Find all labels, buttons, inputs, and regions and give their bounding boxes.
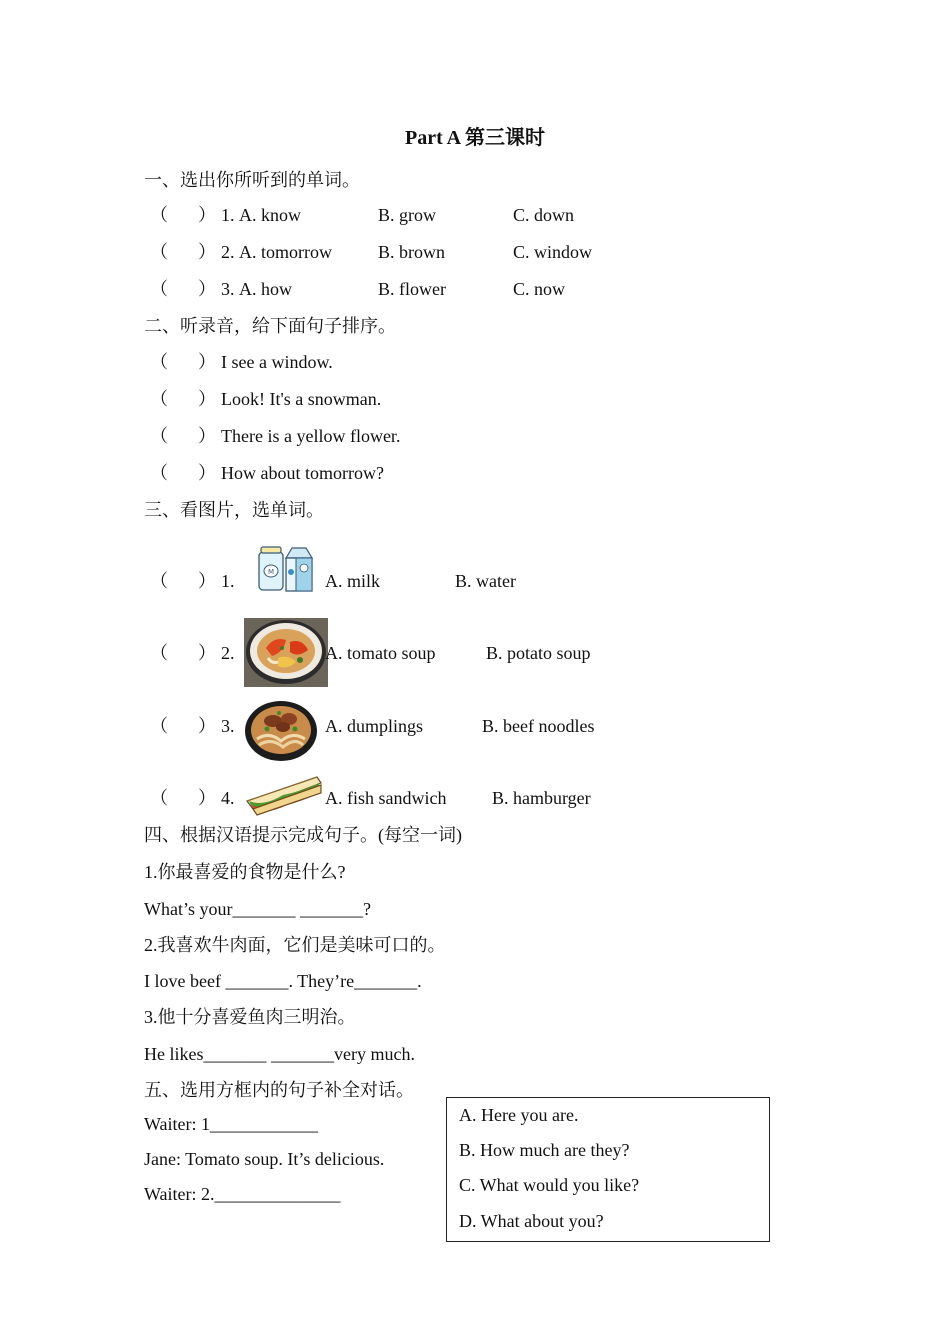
answer-bracket-close: ） (198, 352, 216, 372)
answer-bracket-close: ） (198, 389, 216, 409)
item-number: 2. (221, 242, 235, 262)
option-b: B. hamburger (492, 788, 591, 808)
answer-bracket-close: ） (198, 205, 216, 225)
item-number: 4. (221, 788, 235, 808)
option-b: B. flower (378, 279, 446, 299)
option-a: A. tomorrow (239, 242, 332, 262)
answer-bracket-close: ） (198, 571, 216, 591)
option-b: B. grow (378, 205, 436, 225)
option-b: B. potato soup (486, 643, 591, 663)
option-a: A. milk (325, 571, 381, 591)
dialogue-line: Waiter: 1____________ (144, 1114, 319, 1134)
section5-heading: 五、选用方框内的句子补全对话。 (144, 1080, 414, 1100)
option-c: C. down (513, 205, 575, 225)
fill-in-sentence: What’s your_______ _______? (144, 899, 371, 919)
sentence-text: There is a yellow flower. (221, 426, 401, 446)
item-number: 1. (221, 571, 235, 591)
option-b: B. water (455, 571, 516, 591)
section3-heading: 三、看图片，选单词。 (144, 500, 324, 520)
item-number: 2. (221, 643, 235, 663)
sentence-text: I see a window. (221, 352, 333, 372)
answer-bracket-open: （ (150, 788, 168, 808)
answer-bracket-close: ） (198, 716, 216, 736)
option-c: C. now (513, 279, 566, 299)
chinese-prompt: 3.他十分喜爱鱼肉三明治。 (144, 1007, 356, 1027)
svg-text:M: M (267, 568, 275, 576)
option-b: B. beef noodles (482, 716, 595, 736)
answer-bracket-close: ） (198, 788, 216, 808)
fill-in-sentence: I love beef _______. They’re_______. (144, 971, 422, 991)
options-box (446, 1097, 770, 1242)
sentence-text: Look! It's a snowman. (221, 389, 382, 409)
answer-bracket-open: （ (150, 426, 168, 446)
answer-bracket-open: （ (150, 463, 168, 483)
answer-bracket-open: （ (150, 279, 168, 299)
chinese-prompt: 1.你最喜爱的食物是什么? (144, 862, 346, 882)
answer-bracket-open: （ (150, 716, 168, 736)
answer-bracket-close: ） (198, 463, 216, 483)
answer-bracket-close: ） (198, 279, 216, 299)
answer-bracket-open: （ (150, 352, 168, 372)
answer-bracket-close: ） (198, 426, 216, 446)
option-a: A. fish sandwich (325, 788, 447, 808)
option-a: A. tomato soup (325, 643, 436, 663)
dialogue-line: Jane: Tomato soup. It’s delicious. (144, 1149, 385, 1169)
item-number: 3. (221, 716, 235, 736)
page-title: Part A 第三课时 (405, 127, 545, 149)
beef-noodles-photo (243, 695, 319, 765)
sentence-text: How about tomorrow? (221, 463, 384, 483)
answer-bracket-open: （ (150, 205, 168, 225)
option-c: C. window (513, 242, 593, 262)
chinese-prompt: 2.我喜欢牛肉面，它们是美味可口的。 (144, 935, 446, 955)
option-a: A. dumplings (325, 716, 424, 736)
option-sentence: C. What would you like? (459, 1175, 640, 1195)
option-b: B. brown (378, 242, 445, 262)
option-sentence: A. Here you are. (459, 1105, 579, 1125)
option-sentence: D. What about you? (459, 1211, 604, 1231)
option-a: A. how (239, 279, 292, 299)
option-a: A. know (239, 205, 301, 225)
answer-bracket-open: （ (150, 643, 168, 663)
item-number: 1. (221, 205, 235, 225)
option-sentence: B. How much are they? (459, 1140, 630, 1160)
milk-cartons-icon (256, 544, 316, 594)
section1-heading: 一、选出你所听到的单词。 (144, 170, 360, 190)
item-number: 3. (221, 279, 235, 299)
dialogue-line: Waiter: 2.______________ (144, 1184, 341, 1204)
answer-bracket-open: （ (150, 242, 168, 262)
fill-in-sentence: He likes_______ _______very much. (144, 1044, 415, 1064)
section2-heading: 二、听录音，给下面句子排序。 (144, 316, 396, 336)
answer-bracket-open: （ (150, 389, 168, 409)
sandwich-icon (243, 771, 325, 817)
answer-bracket-close: ） (198, 242, 216, 262)
tomato-soup-photo (244, 618, 328, 687)
answer-bracket-close: ） (198, 643, 216, 663)
section4-heading: 四、根据汉语提示完成句子。(每空一词) (144, 825, 462, 845)
answer-bracket-open: （ (150, 571, 168, 591)
